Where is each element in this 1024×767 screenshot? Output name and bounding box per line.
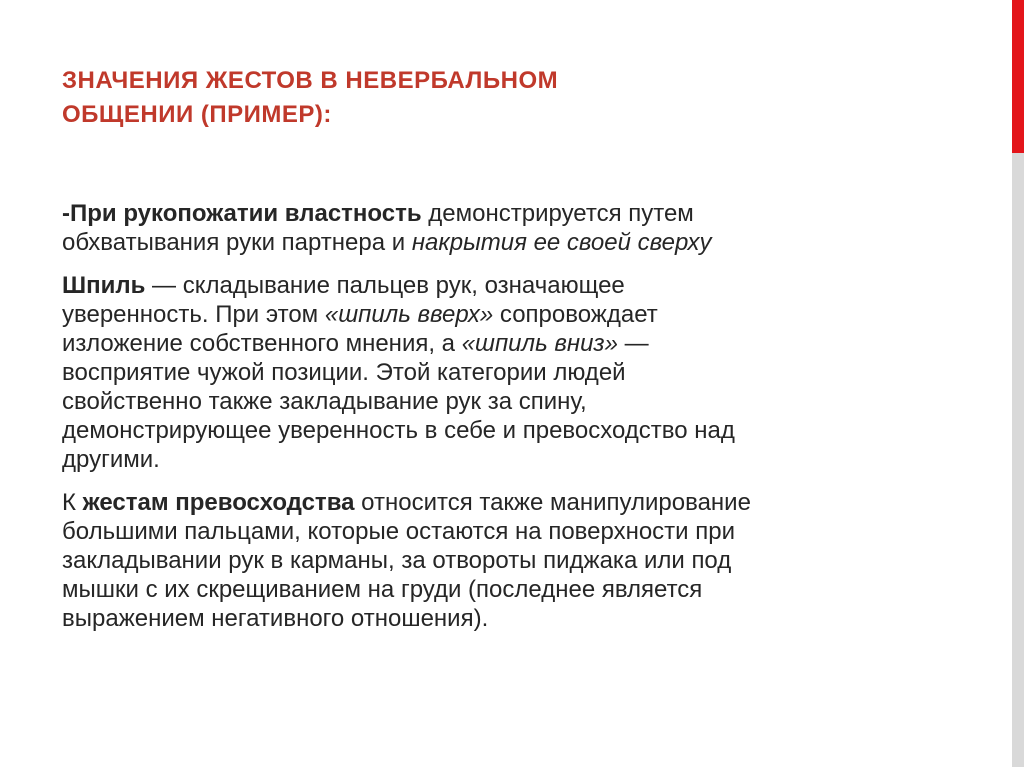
slide-title [62,64,962,132]
paragraph-line: демонстрирующее уверенность в себе и превосходство над [62,417,735,444]
paragraph-line [62,329,902,358]
text-run: — складывание пальцев рук, означающее [145,272,625,299]
paragraph-line: выражением негативного отношения). [62,605,489,632]
paragraph-line [62,199,902,228]
paragraph-handshake [62,199,902,257]
text-run: изложение собственного мнения, а [62,330,462,357]
paragraph-line: свойственно также закладывание рук за спину, [62,388,587,415]
text-run: — [617,330,649,357]
paragraph-line: восприятие чужой позиции. Этой категории людей [62,359,626,386]
italic-phrase: «шпиль вниз» [461,330,618,357]
paragraph-line: большими пальцами, которые остаются на поверхности при [62,518,735,545]
text-run: относится также манипулирование [354,489,751,516]
paragraph-line: закладывании рук в карманы, за отвороты пиджака или под [62,547,732,574]
text-run: демонстрируется путем [421,200,694,227]
title-line-1: ЗНАЧЕНИЯ ЖЕСТОВ В НЕВЕРБАЛЬНОМ [62,67,559,94]
title-line-2: ОБЩЕНИИ (ПРИМЕР): [62,101,332,128]
paragraph-line: другими. [62,446,160,473]
paragraph-spire [62,271,902,474]
accent-bar-gray [1012,153,1024,767]
text-run: уверенность. При этом [62,301,325,328]
bold-term: Шпиль [62,272,146,299]
text-run: сопровождает [493,301,658,328]
italic-phrase: накрытия ее своей сверху [411,229,712,256]
paragraph-line [62,228,902,257]
bold-term: -При рукопожатии властность [62,200,422,227]
text-run: обхватывания руки партнера и [62,229,412,256]
paragraph-line: мышки с их скрещиванием на груди (последнее является [62,576,703,603]
paragraph-line [62,300,902,329]
accent-bar-red [1012,0,1024,153]
text-run: К [62,489,83,516]
paragraph-superiority [62,488,902,633]
bold-term: жестам превосходства [82,489,355,516]
italic-phrase: «шпиль вверх» [324,301,494,328]
paragraph-line [62,488,902,517]
paragraph-line [62,271,902,300]
slide-body [62,199,902,647]
